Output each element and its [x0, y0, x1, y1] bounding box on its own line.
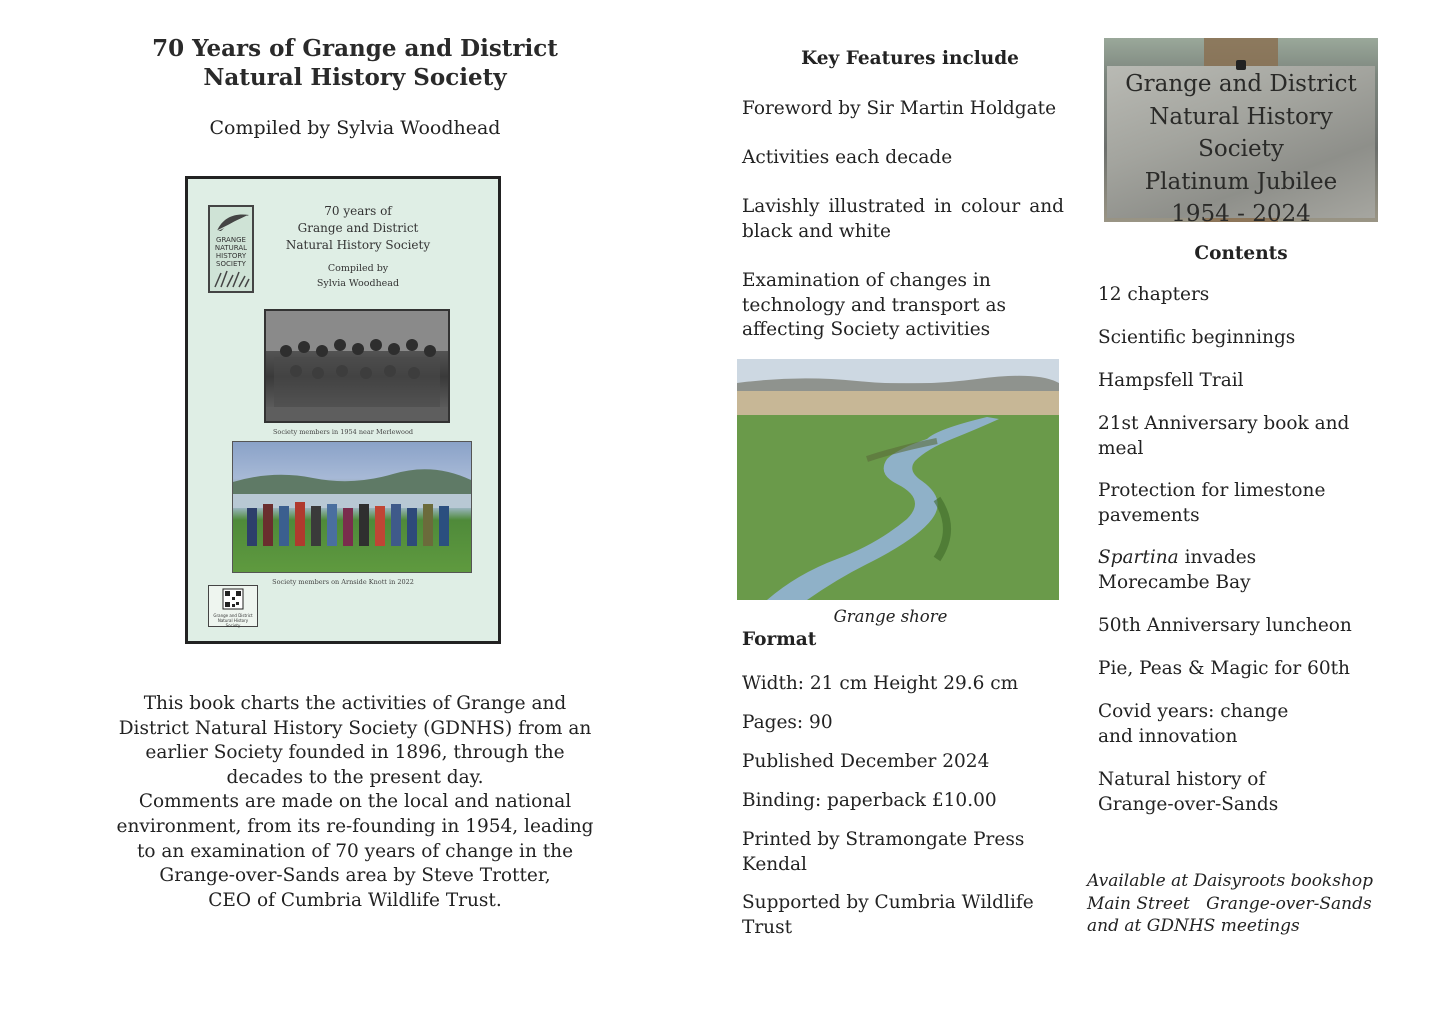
contents-item: 21st Anniversary book and meal [1098, 413, 1350, 459]
contents-item: Protection for limestone pavements [1098, 480, 1326, 526]
availability-note [1087, 870, 1407, 938]
format-item: Published December 2024 [742, 751, 990, 772]
title-line-1: 70 Years of Grange and District [152, 35, 558, 62]
description-line: decades to the present day. [226, 766, 484, 788]
photo-1954-members [264, 309, 450, 423]
description-line: earlier Society founded in 1896, through the [145, 742, 565, 764]
grass-icon [211, 267, 253, 291]
format-item: Supported by Cumbria Wildlife Trust [742, 892, 1034, 938]
contents-item: 12 chapters [1098, 284, 1210, 305]
plaque-text [1104, 68, 1378, 222]
format-item: Width: 21 cm Height 29.6 cm [742, 673, 1019, 694]
logo-line: HISTORY [215, 252, 247, 260]
format-item: Binding: paperback £10.00 [742, 790, 997, 811]
format-item: Pages: 90 [742, 712, 833, 733]
cover-compiled-line: Sylvia Woodhead [316, 278, 400, 289]
cover-title-line: 70 years of [324, 204, 392, 218]
logo-line: NATURAL [214, 244, 248, 252]
feature-item: Examination of changes in technology and transport as affecting Society activities [742, 270, 1006, 340]
contents-heading: Contents [1194, 243, 1288, 264]
key-features-heading: Key Features include [801, 48, 1019, 69]
group-photo-colour [233, 442, 471, 572]
cover-title [268, 203, 448, 254]
group-photo-bw [266, 311, 448, 421]
feature-item: Activities each decade [742, 147, 953, 168]
photo-2022-members [232, 441, 472, 573]
availability-line: and at GDNHS meetings [1087, 916, 1300, 936]
qr-label: Grange and District Natural History Society [213, 613, 253, 628]
book-cover [185, 176, 501, 644]
cover-compiled [268, 261, 448, 291]
title-line-2: Natural History Society [203, 64, 507, 91]
description-line: District Natural History Society (GDNHS) from an [118, 717, 592, 739]
plaque-line: Natural History Society [1149, 103, 1333, 162]
description-line: environment, from its re-founding in 1954, leading [116, 815, 594, 837]
leaf-icon [211, 209, 253, 235]
contents-item: Pie, Peas & Magic for 60th [1098, 658, 1350, 679]
caption-2022: Society members on Arnside Knott in 2022 [272, 578, 414, 586]
plaque-line: Platinum Jubilee [1144, 168, 1338, 195]
contents-item: Hampsfell Trail [1098, 370, 1244, 391]
society-logo [208, 205, 254, 293]
caption-1954: Society members in 1954 near Merlewood [272, 428, 414, 436]
description-line: Comments are made on the local and national [138, 791, 572, 813]
qr-code-icon [209, 587, 257, 615]
plaque-line: Grange and District [1125, 71, 1357, 97]
logo-line: SOCIETY [216, 260, 246, 268]
compiled-by: Compiled by Sylvia Woodhead [209, 117, 501, 139]
format-item: Printed by Stramongate Press Kendal [742, 829, 1025, 875]
availability-line: Available at Daisyroots bookshop [1087, 871, 1374, 891]
description-line: to an examination of 70 years of change in the [136, 840, 574, 862]
contents-item: Natural history of Grange-over-Sands [1098, 769, 1279, 815]
description-line: This book charts the activities of Grange and [143, 693, 567, 714]
photo-caption: Grange shore [833, 607, 948, 626]
grange-shore-photo [737, 359, 1059, 600]
contents-item-text: invades Morecambe Bay [1098, 547, 1257, 593]
contents-item: Covid years: change and innovation [1098, 701, 1289, 747]
page-title [100, 34, 610, 92]
plaque-line: 1954 - 2024 [1171, 201, 1311, 222]
cover-title-line: Grange and District [297, 221, 419, 235]
contents-item: Scientific beginnings [1098, 327, 1296, 348]
shore-landscape [737, 359, 1059, 600]
feature-item: Foreword by Sir Martin Holdgate [742, 98, 1057, 119]
contents-item: 50th Anniversary luncheon [1098, 615, 1352, 636]
jubilee-plaque-photo [1104, 38, 1378, 222]
availability-line: Main Street Grange-over-Sands [1087, 893, 1372, 914]
book-description [96, 692, 614, 913]
description-line: CEO of Cumbria Wildlife Trust. [208, 889, 502, 911]
cover-title-line: Natural History Society [285, 238, 431, 252]
feature-item: Lavishly illustrated in colour and black and white [742, 196, 1064, 242]
spartina-term: Spartina [1098, 547, 1179, 568]
contents-item-spartina [1098, 546, 1298, 595]
format-heading: Format [742, 629, 817, 650]
logo-line: GRANGE [216, 236, 246, 244]
description-line: Grange-over-Sands area by Steve Trotter, [159, 865, 551, 887]
qr-code [208, 585, 258, 627]
cover-compiled-line: Compiled by [327, 263, 389, 274]
